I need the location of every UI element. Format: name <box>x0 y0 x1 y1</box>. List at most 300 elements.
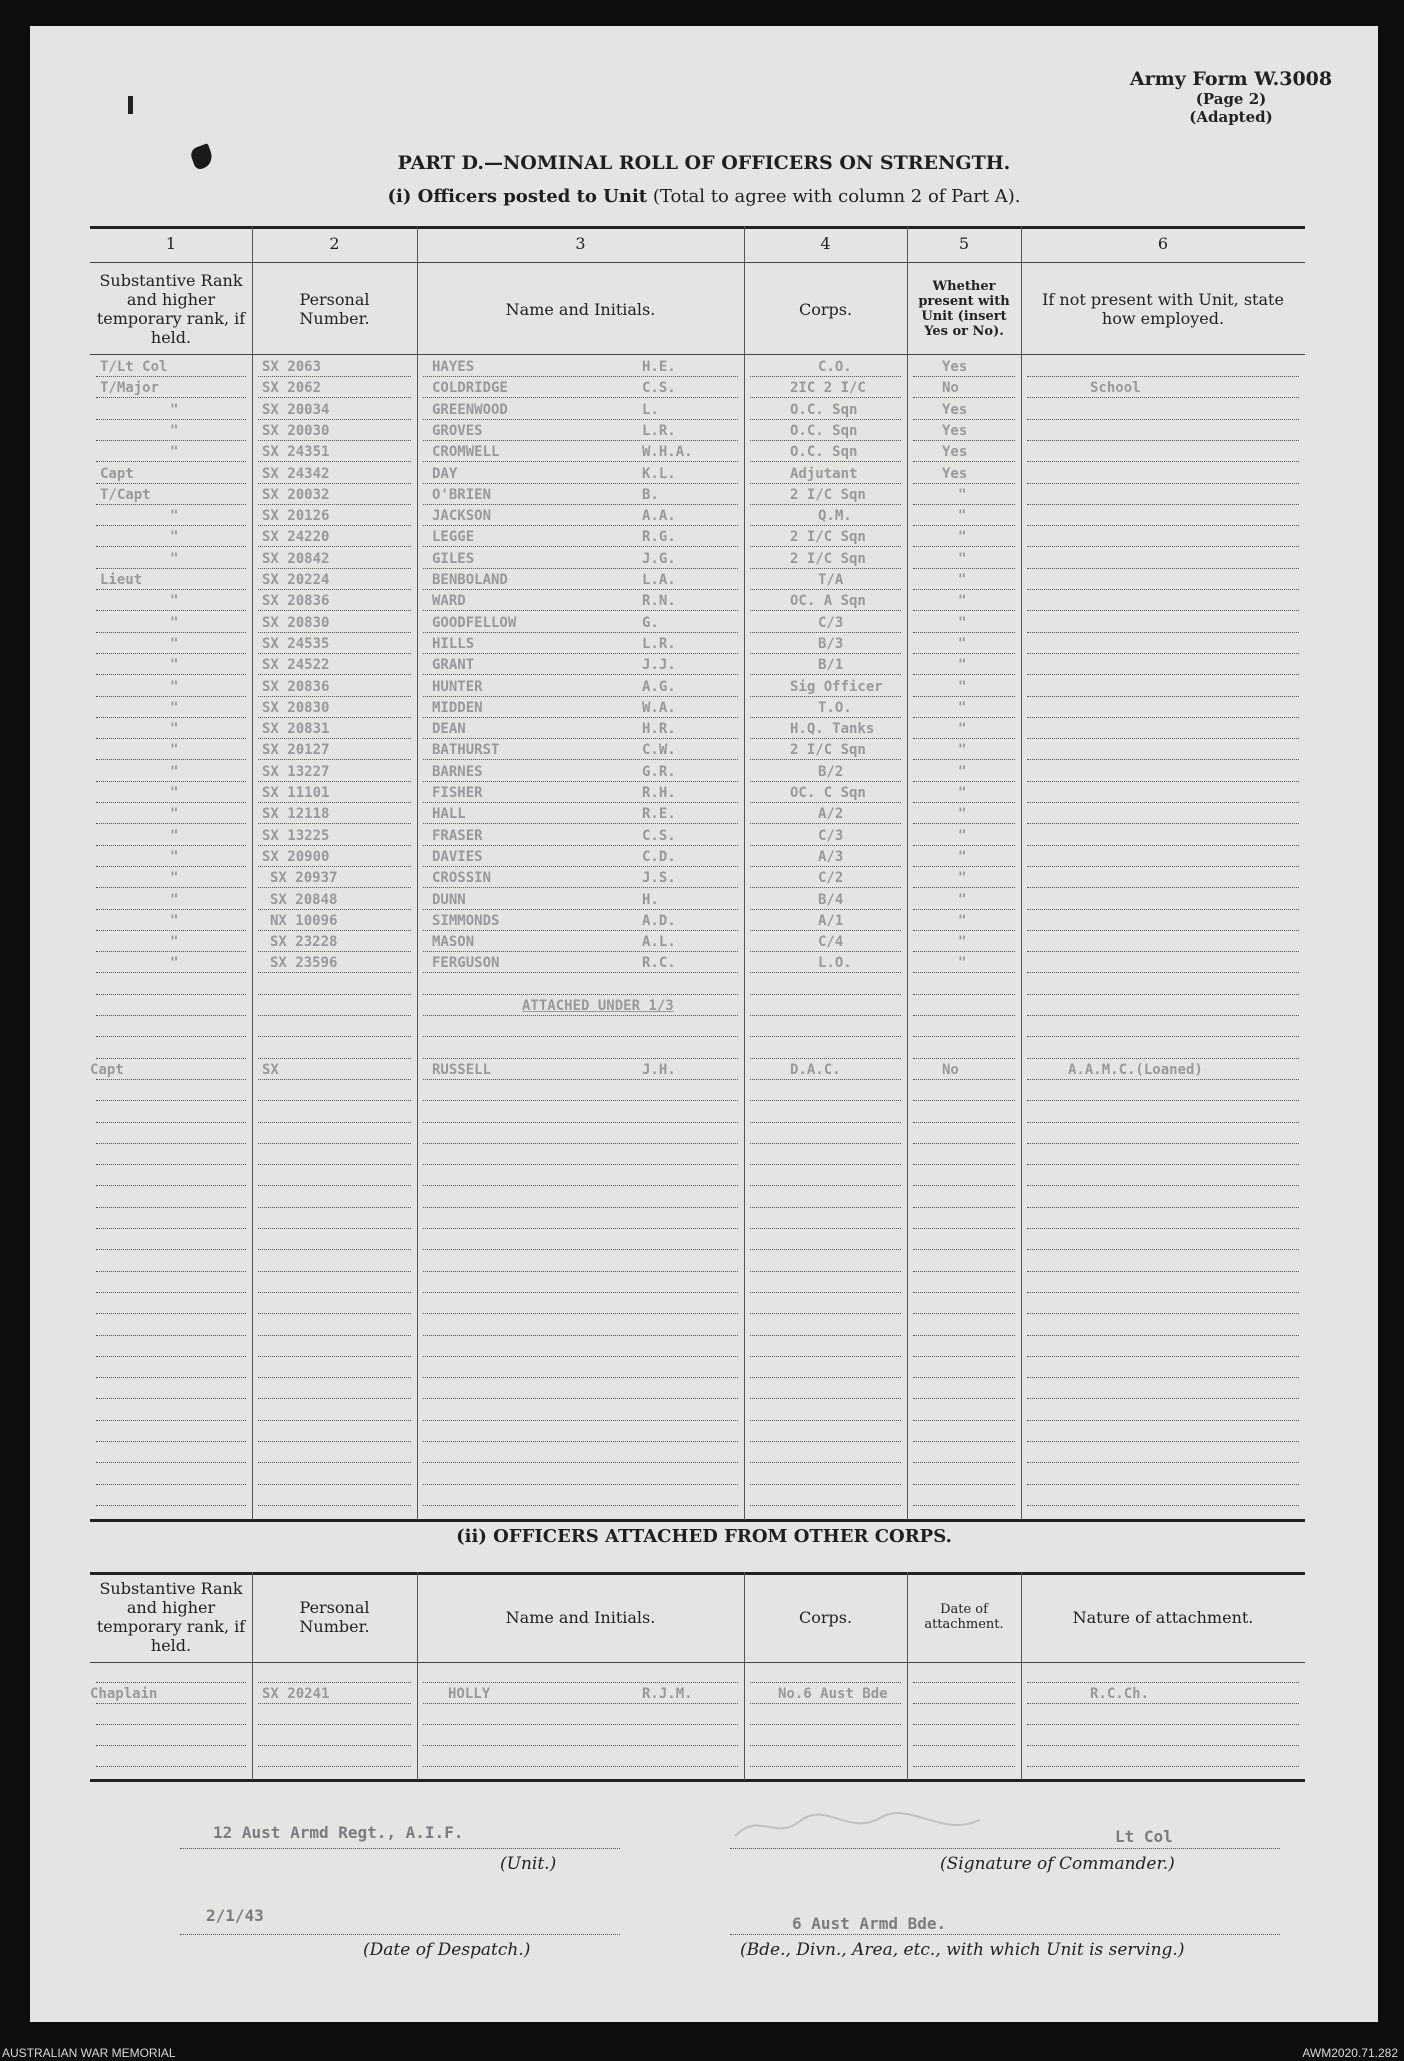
row-rule <box>258 1185 411 1186</box>
row-rule <box>750 1249 901 1250</box>
row-name: JACKSON <box>432 508 492 524</box>
row-rule <box>423 1271 738 1272</box>
row-name: LEGGE <box>432 529 475 545</box>
row-present: " <box>958 593 967 609</box>
row-initials: H.E. <box>642 359 676 375</box>
row-present: " <box>958 679 967 695</box>
row-rank: " <box>170 934 179 950</box>
ii-row-rule <box>913 1745 1015 1746</box>
row-number: SX 2062 <box>262 380 322 396</box>
row-rule <box>96 1398 246 1399</box>
row-initials: W.H.A. <box>642 444 693 460</box>
row-rule <box>913 781 1015 782</box>
row-rule <box>1027 440 1299 441</box>
row-rule <box>913 909 1015 910</box>
row-rule <box>1027 1015 1299 1016</box>
row-present: No <box>942 380 959 396</box>
row-corps: 2 I/C Sqn <box>790 529 866 545</box>
row-rule <box>1027 1356 1299 1357</box>
row-rank: " <box>170 615 179 631</box>
ii-row-rule <box>423 1682 738 1683</box>
row-rule <box>258 568 411 569</box>
attached-present: No <box>942 1062 959 1078</box>
ii-header-number: Personal Number. <box>299 1598 370 1636</box>
row-name: MIDDEN <box>432 700 483 716</box>
row-rank: Lieut <box>100 572 143 588</box>
row-number: SX 20836 <box>262 593 330 609</box>
row-rule <box>258 1164 411 1165</box>
row-rule <box>913 845 1015 846</box>
row-name: HUNTER <box>432 679 483 695</box>
row-rule <box>913 1271 1015 1272</box>
row-present: " <box>958 934 967 950</box>
row-name: DUNN <box>432 892 466 908</box>
row-rule <box>750 845 901 846</box>
row-rule <box>423 1143 738 1144</box>
row-rule <box>750 1185 901 1186</box>
row-rule <box>750 930 901 931</box>
row-rule <box>96 1356 246 1357</box>
ii-row-rule <box>913 1724 1015 1725</box>
row-rule <box>750 738 901 739</box>
row-rule <box>750 1335 901 1336</box>
row-rank: " <box>170 508 179 524</box>
row-rule <box>913 1420 1015 1421</box>
row-rule <box>96 653 246 654</box>
ii-row-rule <box>750 1724 901 1725</box>
row-rule <box>96 823 246 824</box>
row-rule <box>750 1271 901 1272</box>
row-corps: C/2 <box>818 870 844 886</box>
row-rule <box>750 951 901 952</box>
row-corps: T/A <box>818 572 844 588</box>
row-rule <box>750 1356 901 1357</box>
row-rule <box>96 1228 246 1229</box>
row-name: CROSSIN <box>432 870 492 886</box>
row-rule <box>96 1505 246 1506</box>
row-number: SX 20830 <box>262 700 330 716</box>
row-rule <box>1027 483 1299 484</box>
row-rule <box>1027 1122 1299 1123</box>
row-rule <box>423 1122 738 1123</box>
row-rule <box>1027 845 1299 846</box>
row-rule <box>96 1122 246 1123</box>
archive-caption-right: AWM2020.71.282 <box>1302 2046 1398 2060</box>
row-rank: " <box>170 785 179 801</box>
row-rule <box>1027 525 1299 526</box>
row-rule <box>750 696 901 697</box>
row-rule <box>913 887 1015 888</box>
row-rule <box>423 483 738 484</box>
row-rule <box>258 1377 411 1378</box>
row-number: SX 24220 <box>262 529 330 545</box>
ii-row-rule <box>423 1766 738 1767</box>
row-rule <box>258 930 411 931</box>
row-number: SX 24535 <box>262 636 330 652</box>
row-corps: 2 I/C Sqn <box>790 551 866 567</box>
row-rule <box>423 1292 738 1293</box>
row-initials: R.H. <box>642 785 676 801</box>
row-rule <box>96 1292 246 1293</box>
row-rule <box>750 866 901 867</box>
row-corps: Q.M. <box>818 508 852 524</box>
row-name: HALL <box>432 806 466 822</box>
ii-row-rule <box>1027 1745 1299 1746</box>
row-rule <box>423 546 738 547</box>
row-rule <box>258 1058 411 1059</box>
row-rule <box>1027 461 1299 462</box>
row-rule <box>96 1058 246 1059</box>
row-initials: G. <box>642 615 659 631</box>
row-rule <box>1027 546 1299 547</box>
row-rule <box>913 461 1015 462</box>
row-rule <box>96 674 246 675</box>
row-rule <box>913 1377 1015 1378</box>
row-present: " <box>958 572 967 588</box>
row-rule <box>1027 1313 1299 1314</box>
row-rule <box>750 397 901 398</box>
row-number: SX 20034 <box>262 402 330 418</box>
row-rule <box>1027 781 1299 782</box>
row-rule <box>913 483 1015 484</box>
row-rule <box>423 1335 738 1336</box>
ii-row-name: HOLLY <box>448 1686 491 1702</box>
row-number: SX 20830 <box>262 615 330 631</box>
ii-row-rule <box>750 1703 901 1704</box>
row-rank: " <box>170 679 179 695</box>
ii-row-rule <box>258 1682 411 1683</box>
row-name: O'BRIEN <box>432 487 492 503</box>
row-rule <box>750 1207 901 1208</box>
row-initials: A.D. <box>642 913 676 929</box>
row-present: " <box>958 487 967 503</box>
row-rule <box>258 546 411 547</box>
row-rank: " <box>170 657 179 673</box>
row-rule <box>1027 823 1299 824</box>
row-name: SIMMONDS <box>432 913 500 929</box>
row-corps: Sig Officer <box>790 679 883 695</box>
ii-row-rule <box>258 1703 411 1704</box>
row-rule <box>1027 1058 1299 1059</box>
row-rule <box>913 1249 1015 1250</box>
row-number: SX 2063 <box>262 359 322 375</box>
row-rule <box>423 1164 738 1165</box>
row-rule <box>96 461 246 462</box>
row-rule <box>258 1122 411 1123</box>
row-rule <box>258 781 411 782</box>
row-corps: T.O. <box>818 700 852 716</box>
row-rule <box>913 1207 1015 1208</box>
row-corps: O.C. Sqn <box>790 423 858 439</box>
row-initials: B. <box>642 487 659 503</box>
row-rule <box>96 1377 246 1378</box>
row-number: SX 23228 <box>270 934 338 950</box>
row-name: DEAN <box>432 721 466 737</box>
row-rule <box>96 610 246 611</box>
row-rule <box>1027 568 1299 569</box>
row-rule <box>96 802 246 803</box>
row-rule <box>258 696 411 697</box>
row-rule <box>1027 738 1299 739</box>
row-rule <box>258 1313 411 1314</box>
row-number: SX 20900 <box>262 849 330 865</box>
row-rule <box>96 1036 246 1037</box>
row-rule <box>1027 1271 1299 1272</box>
row-corps: A/1 <box>818 913 844 929</box>
form-sheet <box>30 26 1378 2022</box>
ii-row-rule <box>96 1745 246 1746</box>
row-rule <box>423 887 738 888</box>
row-name: MASON <box>432 934 475 950</box>
row-rule <box>913 1441 1015 1442</box>
row-rule <box>1027 1228 1299 1229</box>
row-rule <box>423 823 738 824</box>
row-rule <box>258 674 411 675</box>
row-rule <box>750 1462 901 1463</box>
row-rule <box>96 1335 246 1336</box>
row-rule <box>750 1015 901 1016</box>
row-rank: T/Lt Col <box>100 359 168 375</box>
row-rule <box>423 972 738 973</box>
row-rank: " <box>170 806 179 822</box>
attached-heading: ATTACHED UNDER 1/3 <box>522 998 674 1014</box>
row-initials: J.S. <box>642 870 676 886</box>
row-name: BARNES <box>432 764 483 780</box>
row-employed: School <box>1090 380 1141 396</box>
col-header-corps: Corps. <box>798 299 853 319</box>
row-initials: L.A. <box>642 572 676 588</box>
row-rule <box>258 1228 411 1229</box>
row-rule <box>750 994 901 995</box>
row-rank: " <box>170 402 179 418</box>
row-rule <box>423 1462 738 1463</box>
ii-row-corps: No.6 Aust Bde <box>778 1686 888 1702</box>
row-rule <box>913 546 1015 547</box>
row-present: " <box>958 742 967 758</box>
row-initials: J.G. <box>642 551 676 567</box>
ii-header-corps: Corps. <box>798 1607 853 1627</box>
row-corps: C/4 <box>818 934 844 950</box>
attached-rank: Capt <box>90 1062 124 1078</box>
row-rule <box>913 440 1015 441</box>
row-corps: OC. A Sqn <box>790 593 866 609</box>
row-rule <box>1027 1335 1299 1336</box>
row-rule <box>913 1292 1015 1293</box>
row-rule <box>750 461 901 462</box>
row-rank: " <box>170 700 179 716</box>
row-rule <box>423 632 738 633</box>
row-rule <box>423 717 738 718</box>
row-rule <box>750 781 901 782</box>
row-present: " <box>958 913 967 929</box>
row-rule <box>423 1441 738 1442</box>
row-rule <box>1027 696 1299 697</box>
row-present: " <box>958 870 967 886</box>
part-ii-title: (ii) OFFICERS ATTACHED FROM OTHER CORPS. <box>456 1526 952 1547</box>
row-rule <box>96 866 246 867</box>
row-rule <box>423 909 738 910</box>
row-rule <box>258 823 411 824</box>
row-rule <box>258 440 411 441</box>
row-rule <box>750 483 901 484</box>
form-header <box>1121 68 1341 126</box>
row-present: " <box>958 529 967 545</box>
row-rule <box>258 1335 411 1336</box>
row-rule <box>913 738 1015 739</box>
row-rule <box>258 653 411 654</box>
row-rule <box>913 568 1015 569</box>
row-rule <box>750 972 901 973</box>
row-rule <box>913 632 1015 633</box>
row-rule <box>423 568 738 569</box>
row-rule <box>1027 1505 1299 1506</box>
row-number: SX 20842 <box>262 551 330 567</box>
row-initials: R.G. <box>642 529 676 545</box>
row-rule <box>96 972 246 973</box>
row-rule <box>258 1505 411 1506</box>
row-rule <box>913 419 1015 420</box>
row-rule <box>750 1505 901 1506</box>
row-initials: C.W. <box>642 742 676 758</box>
col-number: 3 <box>575 234 586 253</box>
row-rule <box>1027 674 1299 675</box>
row-rank: " <box>170 423 179 439</box>
row-rule <box>258 610 411 611</box>
ii-row-rule <box>96 1682 246 1683</box>
row-rule <box>750 1398 901 1399</box>
row-rule <box>423 1100 738 1101</box>
row-rank: " <box>170 870 179 886</box>
row-rule <box>423 951 738 952</box>
archive-caption-left: AUSTRALIAN WAR MEMORIAL <box>2 2046 176 2060</box>
ii-header-nature: Nature of attachment. <box>1072 1607 1254 1627</box>
row-initials: L.R. <box>642 636 676 652</box>
row-rule <box>750 419 901 420</box>
ii-header-rank: Substantive Rank and higher temporary rank, if held. <box>96 1579 246 1655</box>
row-rule <box>258 1079 411 1080</box>
row-rule <box>913 1079 1015 1080</box>
row-corps: Adjutant <box>790 466 858 482</box>
ii-row-init: R.J.M. <box>642 1686 693 1702</box>
row-rule <box>423 781 738 782</box>
row-rule <box>96 994 246 995</box>
ii-row-rule <box>913 1682 1015 1683</box>
row-present: " <box>958 806 967 822</box>
row-initials: R.E. <box>642 806 676 822</box>
row-name: DAY <box>432 466 458 482</box>
row-name: WARD <box>432 593 466 609</box>
row-rule <box>96 397 246 398</box>
col-number: 2 <box>329 234 340 253</box>
ii-row-rule <box>913 1766 1015 1767</box>
row-rule <box>913 1036 1015 1037</box>
row-rule <box>750 1441 901 1442</box>
row-present: Yes <box>942 402 968 418</box>
row-rule <box>913 802 1015 803</box>
col-header-name: Name and Initials. <box>505 299 656 319</box>
row-corps: A/2 <box>818 806 844 822</box>
row-rule <box>423 397 738 398</box>
row-corps: C.O. <box>818 359 852 375</box>
row-present: " <box>958 551 967 567</box>
row-number: SX 20126 <box>262 508 330 524</box>
row-rule <box>1027 610 1299 611</box>
signature-label: (Signature of Commander.) <box>940 1854 1175 1874</box>
ii-row-rule <box>1027 1703 1299 1704</box>
row-rule <box>423 1058 738 1059</box>
row-rule <box>258 972 411 973</box>
col-number: 6 <box>1157 234 1169 253</box>
row-rule <box>258 1100 411 1101</box>
row-rule <box>913 525 1015 526</box>
row-rule <box>96 1484 246 1485</box>
attached-name: RUSSELL <box>432 1062 492 1078</box>
row-rule <box>913 1356 1015 1357</box>
row-name: DAVIES <box>432 849 483 865</box>
row-name: BATHURST <box>432 742 500 758</box>
row-rule <box>96 1164 246 1165</box>
row-initials: R.N. <box>642 593 676 609</box>
row-rank: " <box>170 551 179 567</box>
row-rule <box>1027 1185 1299 1186</box>
row-rule <box>96 483 246 484</box>
row-present: " <box>958 892 967 908</box>
row-rule <box>1027 653 1299 654</box>
row-number: SX 13227 <box>262 764 330 780</box>
row-rule <box>750 1036 901 1037</box>
row-rule <box>913 1015 1015 1016</box>
row-rule <box>913 653 1015 654</box>
row-rank: Capt <box>100 466 134 482</box>
row-rule <box>913 930 1015 931</box>
row-rule <box>423 930 738 931</box>
row-initials: G.R. <box>642 764 676 780</box>
row-rule <box>258 461 411 462</box>
row-rule <box>96 1462 246 1463</box>
row-number: SX 20831 <box>262 721 330 737</box>
row-rule <box>750 802 901 803</box>
row-rule <box>913 823 1015 824</box>
row-rule <box>258 802 411 803</box>
row-present: Yes <box>942 444 968 460</box>
row-number: SX 20848 <box>270 892 338 908</box>
row-rule <box>258 1420 411 1421</box>
row-rule <box>423 1398 738 1399</box>
row-rank: " <box>170 636 179 652</box>
row-rule <box>423 1356 738 1357</box>
row-rule <box>423 461 738 462</box>
row-initials: A.G. <box>642 679 676 695</box>
row-initials: A.A. <box>642 508 676 524</box>
row-rule <box>96 1420 246 1421</box>
ii-header-date: Date of attachment. <box>924 1602 1004 1632</box>
row-rule <box>913 1462 1015 1463</box>
row-rule <box>913 972 1015 973</box>
row-initials: K.L. <box>642 466 676 482</box>
row-name: FISHER <box>432 785 483 801</box>
row-rule <box>96 1313 246 1314</box>
row-rule <box>913 376 1015 377</box>
row-rule <box>423 376 738 377</box>
ii-row-rule <box>1027 1766 1299 1767</box>
row-initials: C.D. <box>642 849 676 865</box>
row-rule <box>96 909 246 910</box>
attached-corps: D.A.C. <box>790 1062 841 1078</box>
row-rule <box>96 504 246 505</box>
row-present: " <box>958 764 967 780</box>
row-name: FRASER <box>432 828 483 844</box>
row-rank: " <box>170 892 179 908</box>
